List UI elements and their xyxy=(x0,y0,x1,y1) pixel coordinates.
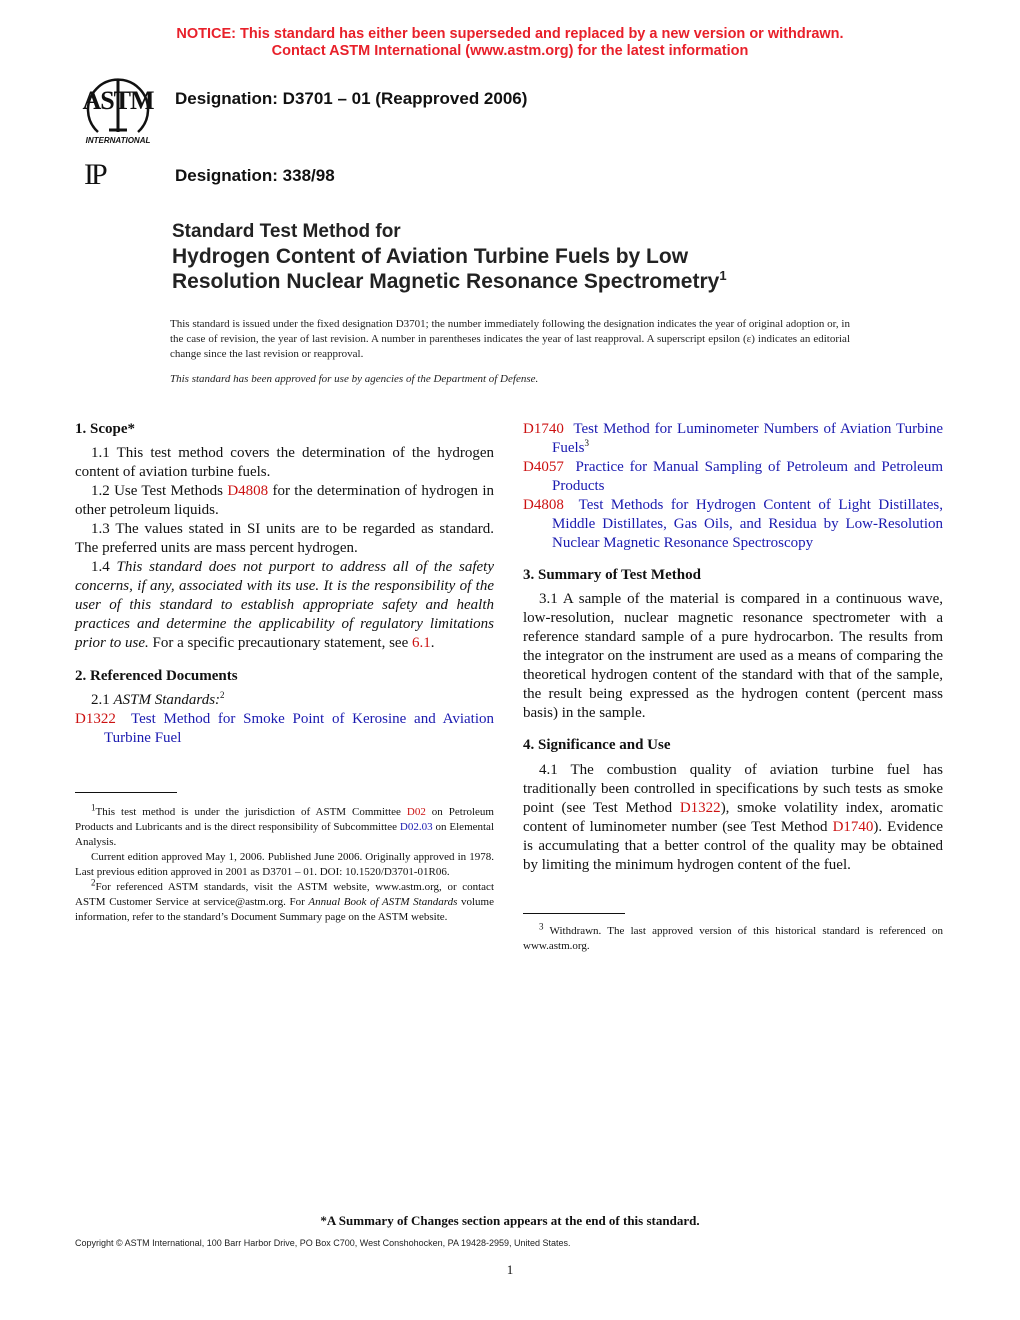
sec3-heading: 3. Summary of Test Method xyxy=(523,567,701,583)
footnote-2 xyxy=(75,877,494,925)
left-column xyxy=(75,420,494,748)
sec4-p1 xyxy=(523,761,943,875)
title-line-3-text: Resolution Nuclear Magnetic Resonance Spectrometry xyxy=(172,270,720,293)
sec1-p4-italic: This standard does not purport to address all of the safety concerns, if any, associated with its use. It is the responsibility of the user of this standard to establish appropriate safety and health practices and determine the applicability of regulatory limitations prior to use. xyxy=(75,559,495,651)
sec1-p1: 1.1 This test method covers the determination of the hydrogen content of aviation turbine fuels. xyxy=(75,445,494,480)
ref-d4808-code[interactable]: D4808 xyxy=(523,497,564,513)
summary-note: *A Summary of Changes section appears at the end of this standard. xyxy=(320,1213,700,1228)
fn1-mark: 1 xyxy=(91,802,96,813)
link-d1740[interactable]: D1740 xyxy=(832,819,874,835)
notice-line-2: Contact ASTM International (www.astm.org) for the latest information xyxy=(271,43,749,59)
copyright: Copyright © ASTM International, 100 Barr Harbor Drive, PO Box C700, West Conshohocken, PA 19428-2959, United States. xyxy=(75,1238,571,1248)
notice-banner xyxy=(0,26,1020,60)
page-number: 1 xyxy=(506,1262,514,1277)
ref-d4057-code[interactable]: D4057 xyxy=(523,459,564,475)
fn1-b: on Petroleum Products and Lubricants and is the direct responsibility of Subcommittee xyxy=(75,806,494,833)
fn1-a: This test method is under the jurisdiction of ASTM Committee xyxy=(95,806,407,818)
sec2-sub-label: ASTM Standards: xyxy=(113,692,221,708)
footnotes-left xyxy=(75,802,494,925)
sec1-p3: 1.3 The values stated in SI units are to be regarded as standard. The preferred units are mass percent hydrogen. xyxy=(75,521,494,556)
ref-d4808-title[interactable]: Test Methods for Hydrogen Content of Light Distillates, Middle Distillates, Gas Oils, and Residua by Low-Resolution Nuclear Magnetic Resonance Spectroscopy xyxy=(552,497,943,551)
footnote-rule-right xyxy=(523,913,625,914)
link-d02-03[interactable]: D02.03 xyxy=(399,821,433,833)
link-6-1[interactable]: 6.1 xyxy=(412,635,431,651)
title-line-2: Hydrogen Content of Aviation Turbine Fuels by Low xyxy=(172,245,689,268)
ref-d1322[interactable] xyxy=(75,710,494,748)
dod-note: This standard has been approved for use by agencies of the Department of Defense. xyxy=(170,373,539,385)
notice-line-1: NOTICE: This standard has either been superseded and replaced by a new version or withdrawn. xyxy=(176,26,844,42)
link-d4808[interactable]: D4808 xyxy=(227,483,269,499)
ref-d1322-code[interactable]: D1322 xyxy=(75,711,116,727)
sec2-heading: 2. Referenced Documents xyxy=(75,668,238,684)
fn2-b: volume information, refer to the standard’s Document Summary page on the ASTM website. xyxy=(75,896,494,923)
fn3-text: Withdrawn. The last approved version of this historical standard is referenced on www.astm.org. xyxy=(523,925,943,952)
astm-logo xyxy=(76,74,160,148)
sec2-sub-sup: 2 xyxy=(220,690,225,700)
sec1-p2 xyxy=(75,482,494,520)
ref-d1740[interactable] xyxy=(523,420,943,458)
sec1-p2-a: 1.2 Use Test Methods xyxy=(91,483,228,499)
sec4-p1-a: 4.1 The combustion quality of aviation turbine fuel has traditionally been controlled in specifications by such tests as smoke point (see Test Method xyxy=(523,762,943,816)
ref-d4057[interactable] xyxy=(523,458,943,496)
footnote-1-p2: Current edition approved May 1, 2006. Published June 2006. Originally approved in 1978. Last previous edition approved in 2001 as D3701 – 01. DOI: 10.1520/D3701-01R06. xyxy=(75,851,494,878)
title-footnote-mark: 1 xyxy=(719,268,727,283)
ip-logo xyxy=(84,160,134,190)
ip-logo-text: IP xyxy=(84,158,105,191)
sec1-heading: 1. Scope* xyxy=(75,421,135,437)
footnote-3 xyxy=(523,921,943,954)
link-d1322[interactable]: D1322 xyxy=(679,800,721,816)
sec1-p4-num: 1.4 xyxy=(91,559,117,575)
sec4-p1-b: ), smoke volatility index, aromatic content of luminometer number (see Test Method xyxy=(523,800,943,835)
fn3-mark: 3 xyxy=(539,921,544,932)
sec1-p2-b: for the determination of hydrogen in other petroleum liquids. xyxy=(75,483,494,518)
fn2-mark: 2 xyxy=(91,877,96,888)
designation-ip: Designation: 338/98 xyxy=(175,166,335,185)
fn1-c: on Elemental Analysis. xyxy=(75,821,494,848)
sec2-sub xyxy=(75,691,494,710)
issue-note: This standard is issued under the fixed designation D3701; the number immediately following the designation indicates the year of original adoption or, in the case of revision, the year of last revision. A number in parentheses indicates the year of last reapproval. A superscript epsilon (ε) indicates an editorial change since the last revision or reapproval. xyxy=(170,318,850,360)
footnote-right xyxy=(523,921,943,954)
sec3-p1: 3.1 A sample of the material is compared in a continuous wave, low-resolution, nuclear magnetic resonance spectrometer with a reference standard sample of a pure hydrocarbon. The results from the integrator on the instrument are used as a means of comparing the theoretical hydrogen content of the standard with that of the sample, the result being expressed as the hydrogen content (percent mass basis) in the sample. xyxy=(523,591,943,721)
sec1-p4 xyxy=(75,558,494,653)
fn2-a: For referenced ASTM standards, visit the ASTM website, www.astm.org, or contact ASTM Customer Service at service@astm.org. For xyxy=(75,881,494,908)
title-line-1: Standard Test Method for xyxy=(172,221,401,242)
fn2-italic: Annual Book of ASTM Standards xyxy=(308,896,458,908)
sec4-p1-c: ). Evidence is accumulating that a better control of the quality may be obtained by limiting the minimum hydrogen content of the fuel. xyxy=(523,819,943,873)
astm-logo-subtext: INTERNATIONAL xyxy=(85,136,151,145)
ref-d1740-code[interactable]: D1740 xyxy=(523,421,564,437)
sec4-heading: 4. Significance and Use xyxy=(523,737,671,753)
ref-d1322-title[interactable]: Test Method for Smoke Point of Kerosine and Aviation Turbine Fuel xyxy=(104,711,494,746)
ref-d4808[interactable] xyxy=(523,496,943,553)
document-title xyxy=(172,220,727,294)
footnote-rule-left xyxy=(75,792,177,793)
ref-d1740-title[interactable]: Test Method for Luminometer Numbers of Aviation Turbine Fuels xyxy=(552,421,944,456)
astm-logo-text: ASTM xyxy=(82,86,154,115)
ref-d4057-title[interactable]: Practice for Manual Sampling of Petroleum and Petroleum Products xyxy=(552,459,943,494)
link-d02[interactable]: D02 xyxy=(406,806,426,818)
sec1-p4-b: For a specific precautionary statement, see xyxy=(148,635,412,651)
right-column xyxy=(523,420,943,875)
footnote-1 xyxy=(75,802,494,850)
sec1-p4-end: . xyxy=(430,635,435,651)
ref-d1740-sup: 3 xyxy=(584,438,590,448)
designation-astm: Designation: D3701 – 01 (Reapproved 2006) xyxy=(175,89,528,108)
sec2-sub-num: 2.1 xyxy=(91,692,114,708)
title-line-3 xyxy=(172,269,727,294)
